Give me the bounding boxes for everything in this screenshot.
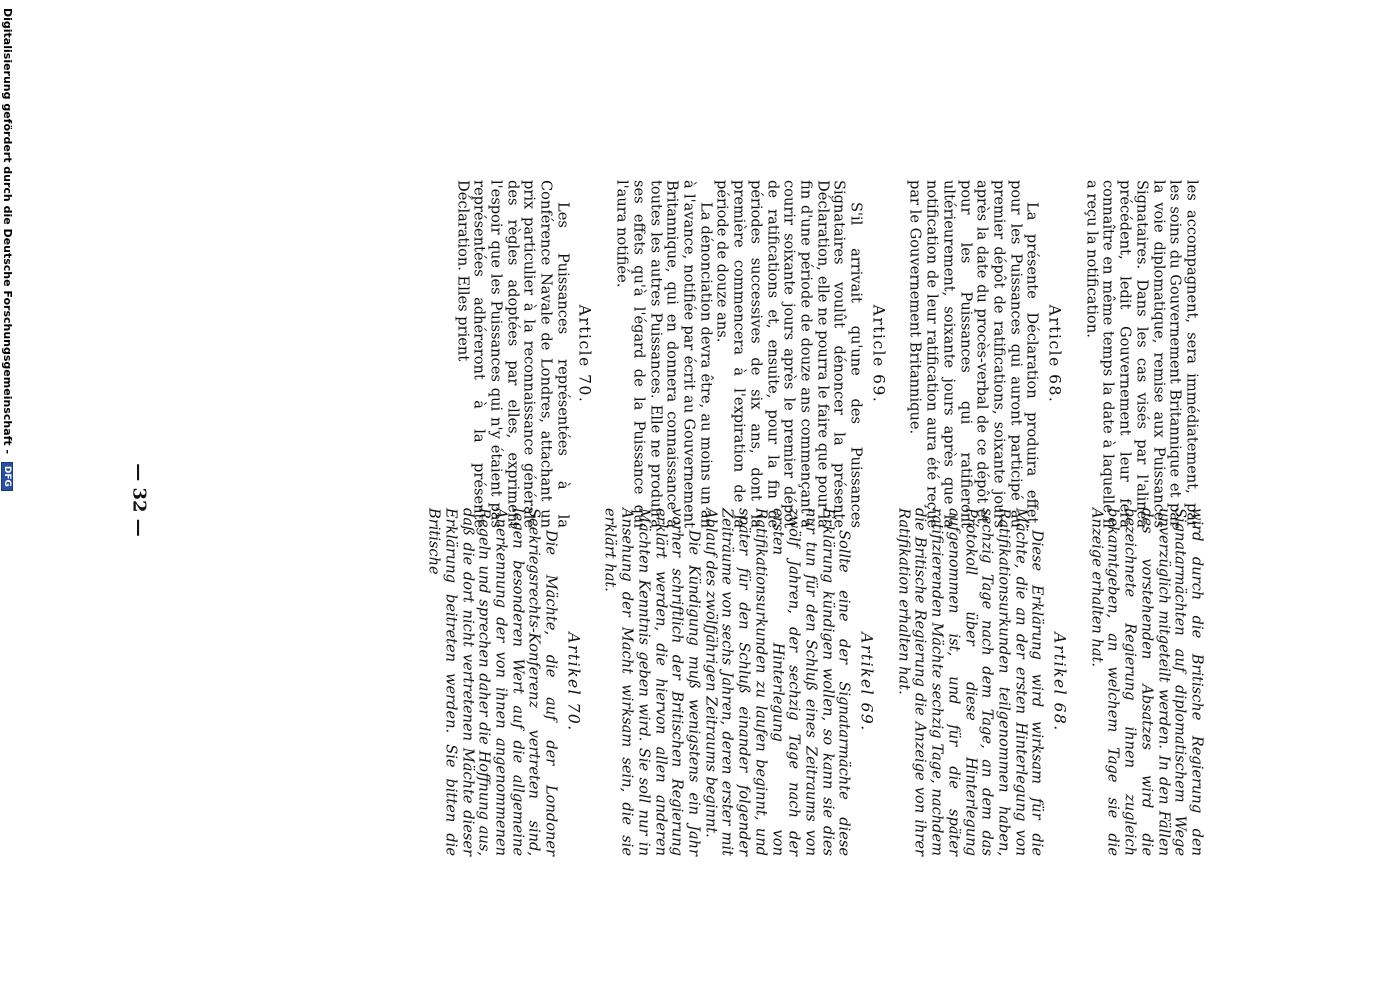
article-heading: Article 68. bbox=[1045, 304, 1064, 404]
article-paragraph: Die Mächte, die auf der Londoner Seekriegsrechts-Konferenz vertreten sind, legen besonderen Wert auf die allgemeine Anerkennung der von ihnen angenommenen Regeln und sprechen daher die Hoffnung aus, daß die dort nicht vertretenen Mächte dieser Erklärung beitreten werden. Sie bitten die Britische bbox=[425, 508, 560, 856]
article-paragraph: Diese Erklärung wird wirksam für die Mächte, die an der ersten Hinterlegung von Ratifikationsurkunden teilgenommen haben, sechzig Tage nach dem Tage, an dem das Protokoll über diese Hinterlegung aufgenommen ist, und für die später ratifizierenden Mächte sechzig Tage, nachdem die Britische Regierung die Anzeige von ihrer Ratifikation erhalten hat. bbox=[895, 508, 1046, 856]
article-paragraph: La présente Déclaration produira effet, pour les Puissances qui auront participé au premier dépôt de ratifications, soixante jours après la date du procès-verbal de ce dépôt et, pour les Puissances qui ratifieront ultérieurement, soixante jours après que la notification de leur ratification aura été reçue par le Gouvernement Britannique. bbox=[906, 180, 1041, 528]
french-column bbox=[453, 180, 1199, 528]
french-article-69 bbox=[613, 180, 886, 528]
article-paragraph: Les Puissances représentées à la Conférence Navale de Londres, attachant un prix particulier à la reconnaissance générale des règles adoptées par elles, expriment l'espoir que les Puissances qui n'y étaient pas représentées adhéreront à la présente Déclaration. Elles prient bbox=[454, 180, 572, 528]
dfg-logo: DFG bbox=[1, 462, 13, 491]
digitization-credit bbox=[1, 8, 14, 1008]
article-paragraph: S'il arrivait qu'une des Puissances Signataires voulût dénoncer la présente Déclaration, elle ne pourra le faire que pour la fin d'une période de douze ans commençant à courir soixante jours après le premier dépôt de ratifications et, ensuite, pour la fin de périodes successives de six ans, dont la première commencera à l'expiration de la période de douze ans. bbox=[713, 180, 865, 528]
german-column bbox=[425, 508, 1205, 856]
article-paragraph: Sollte eine der Signatarmächte diese Erklärung kündigen wollen, so kann sie dies nur tun für den Schluß eines Zeitraums von zwölf Jahren, der sechzig Tage nach der ersten Hinterlegung von Ratifikationsurkunden zu laufen beginnt, und später für den Schluß einander folgender Zeiträume von sechs Jahren, deren erster mit Ablauf des zwölfjährigen Zeitraums beginnt. bbox=[702, 508, 853, 856]
article-heading: Article 70. bbox=[576, 304, 594, 404]
french-article-68 bbox=[906, 180, 1062, 528]
article-heading: Artikel 68. bbox=[1050, 632, 1069, 732]
french-article-70 bbox=[453, 180, 593, 528]
german-article-70 bbox=[425, 508, 581, 856]
page-number: — 32 — bbox=[128, 463, 150, 537]
article-heading: Artikel 69. bbox=[857, 632, 876, 732]
article-paragraph: Die Kündigung muß wenigstens ein Jahr vorher schriftlich der Britischen Regierung erklärt werden, die hiervon allen anderen Mächten Kenntnis geben wird. Sie soll nur in Ansehung der Macht wirksam sein, die sie erklärt hat. bbox=[602, 508, 703, 856]
german-article-68 bbox=[895, 508, 1068, 856]
article-heading: Article 69. bbox=[869, 304, 888, 404]
article-heading: Artikel 70. bbox=[564, 632, 583, 732]
article-paragraph: La dénonciation devra être, au moins un an à l'avance, notifiée par écrit au Gouvernement Britannique, qui en donnera connaissance à toutes les autres Puissances. Elle ne produira ses effets qu'à l'égard de la Puissance qui l'aura notifiée. bbox=[613, 180, 715, 528]
german-article-69 bbox=[601, 508, 874, 856]
digitization-credit-text: Digitalisierung gefördert durch die Deutsche Forschungsgemeinschaft - bbox=[1, 8, 14, 455]
french-intro-paragraph: les accompagnent, sera immédiatement, par les soins du Gouvernement Britannique et par la voie diplomatique, remise aux Puissances Signataires. Dans les cas visés par l'alinéa précédent, ledit Gouvernement leur fera connaître en même temps la date à laquelle il a reçu la notification. bbox=[1083, 180, 1201, 528]
german-intro-paragraph: wird durch die Britische Regierung den Signatarmächten auf diplomatischem Wege unverzüglich mitgeteilt werden. In den Fällen des vorstehenden Absatzes wird die bezeichnete Regierung ihnen zugleich bekanntgeben, an welchem Tage sie die Anzeige erhalten hat. bbox=[1088, 508, 1206, 856]
